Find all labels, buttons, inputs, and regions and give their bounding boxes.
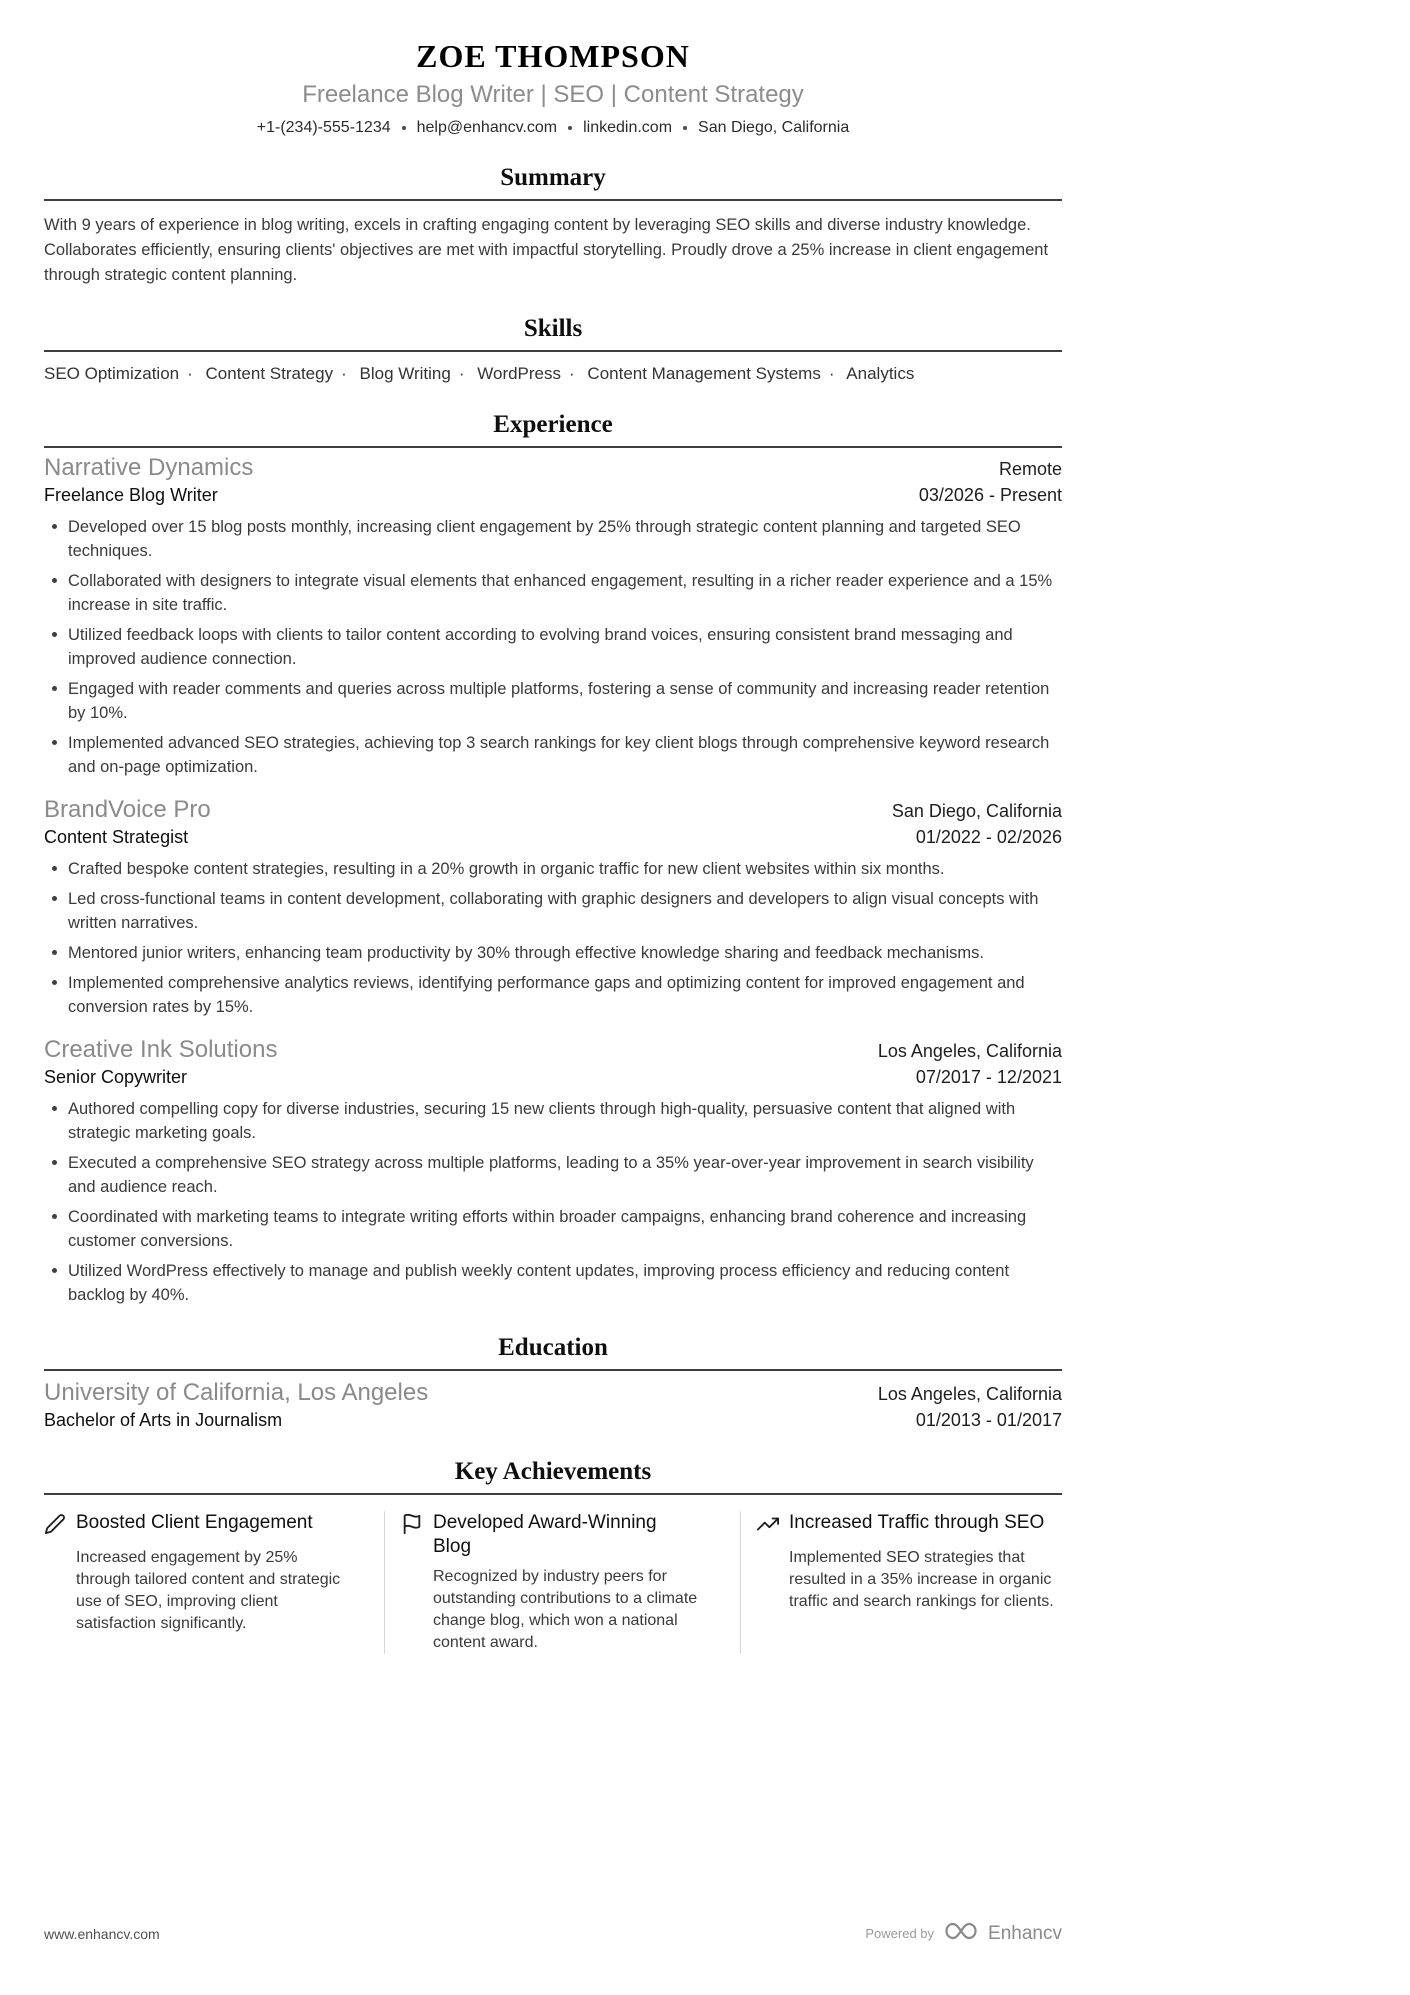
enhancv-brand-name: Enhancv: [988, 1922, 1062, 1944]
job-dates: 01/2022 - 02/2026: [915, 827, 1062, 847]
powered-by-group: [865, 1920, 1062, 1947]
separator-dot-icon: [683, 126, 687, 130]
experience-bullet: Engaged with reader comments and queries across multiple platforms, fostering a sense of community and increasing reader retention by 10%.: [44, 677, 1062, 725]
skill-item: Content Management Systems ·: [587, 364, 842, 383]
experience-title: Experience: [44, 411, 1062, 448]
summary-title: Summary: [44, 164, 1062, 201]
job-dates: 07/2017 - 12/2021: [915, 1067, 1062, 1087]
education-section: [44, 1334, 1062, 1431]
resume-content: [44, 0, 1062, 1654]
pen-icon: [44, 1513, 66, 1540]
company-name: Creative Ink Solutions: [44, 1036, 278, 1063]
experience-bullet: Utilized WordPress effectively to manage and publish weekly content updates, improving process efficiency and reducing content backlog by 40%.: [44, 1259, 1062, 1307]
achievement-item: [44, 1511, 384, 1654]
email-link[interactable]: help@enhancv.com: [416, 119, 558, 136]
experience-entry: [44, 796, 1062, 1019]
job-bullet-list: [44, 857, 1062, 1019]
skills-section: [44, 315, 1062, 384]
person-headline: Freelance Blog Writer | SEO | Content Strategy: [302, 81, 804, 108]
school-location: Los Angeles, California: [877, 1384, 1062, 1404]
enhancv-infinity-logo-icon: [943, 1920, 979, 1947]
skills-title: Skills: [44, 315, 1062, 352]
job-bullet-list: [44, 1097, 1062, 1307]
experience-bullet: Crafted bespoke content strategies, resulting in a 20% growth in organic traffic for new client websites within six months.: [44, 857, 1062, 881]
experience-bullet: Developed over 15 blog posts monthly, increasing client engagement by 25% through strategic content planning and targeted SEO techniques.: [44, 515, 1062, 563]
company-name: Narrative Dynamics: [44, 454, 254, 481]
school-name: University of California, Los Angeles: [44, 1379, 429, 1406]
experience-entry: [44, 1036, 1062, 1307]
skill-item: WordPress ·: [477, 364, 582, 383]
person-name: ZOE THOMPSON: [416, 38, 690, 74]
achievement-item: [740, 1511, 1096, 1654]
degree-name: Bachelor of Arts in Journalism: [44, 1410, 283, 1430]
job-location: Remote: [998, 459, 1062, 479]
separator-dot-icon: [568, 126, 572, 130]
company-name: BrandVoice Pro: [44, 796, 211, 823]
skills-list: [44, 364, 1062, 384]
job-title: Freelance Blog Writer: [44, 485, 218, 505]
achievement-item: [384, 1511, 740, 1654]
summary-section: [44, 164, 1062, 288]
experience-bullet: Authored compelling copy for diverse industries, securing 15 new clients through high-quality, persuasive content that aligned with strategic marketing goals.: [44, 1097, 1062, 1145]
powered-by-label: Powered by: [865, 1926, 935, 1941]
experience-bullet: Utilized feedback loops with clients to tailor content according to evolving brand voices, ensuring consistent brand messaging and improved audience connection.: [44, 623, 1062, 671]
experience-bullet: Collaborated with designers to integrate visual elements that enhanced engagement, resulting in a richer reader experience and a 15% increase in site traffic.: [44, 569, 1062, 617]
flag-icon: [401, 1513, 423, 1540]
website-link[interactable]: www.enhancv.com: [44, 1925, 160, 1942]
skill-item: Analytics: [846, 364, 915, 383]
trending-up-icon: [757, 1513, 779, 1540]
experience-entry: [44, 454, 1062, 779]
job-title: Content Strategist: [44, 827, 189, 847]
experience-bullet: Mentored junior writers, enhancing team productivity by 30% through effective knowledge sharing and feedback mechanisms.: [44, 941, 1062, 965]
achievement-title: Developed Award-Winning Blog: [433, 1512, 657, 1557]
phone-number: +1-(234)-555-1234: [256, 119, 391, 136]
contact-row: [44, 119, 1062, 137]
skill-item: SEO Optimization ·: [44, 364, 201, 383]
job-dates: 03/2026 - Present: [918, 485, 1062, 505]
resume-header: [44, 38, 1062, 137]
job-location: San Diego, California: [891, 801, 1062, 821]
experience-bullet: Executed a comprehensive SEO strategy across multiple platforms, leading to a 35% year-over-year improvement in search visibility and audience reach.: [44, 1151, 1062, 1199]
job-bullet-list: [44, 515, 1062, 779]
job-title: Senior Copywriter: [44, 1067, 188, 1087]
experience-bullet: Led cross-functional teams in content development, collaborating with graphic designers and developers to align visual concepts with written narratives.: [44, 887, 1062, 935]
experience-section: [44, 411, 1062, 1307]
achievement-text: Recognized by industry peers for outstanding contributions to a climate change blog, which won a national content award.: [433, 1568, 698, 1651]
achievement-text: Increased engagement by 25% through tailored content and strategic use of SEO, improving client satisfaction significantly.: [76, 1549, 341, 1632]
achievements-section: [44, 1458, 1062, 1654]
skill-item: Content Strategy ·: [206, 364, 355, 383]
education-entry: [44, 1379, 1062, 1431]
achievements-row: [44, 1511, 1062, 1654]
linkedin-link[interactable]: linkedin.com: [583, 119, 673, 136]
separator-dot-icon: [402, 126, 406, 130]
experience-bullet: Coordinated with marketing teams to integrate writing efforts within broader campaigns, enhancing brand coherence and increasing customer conversions.: [44, 1205, 1062, 1253]
job-location: Los Angeles, California: [877, 1041, 1062, 1061]
education-title: Education: [44, 1334, 1062, 1371]
experience-bullet: Implemented advanced SEO strategies, achieving top 3 search rankings for key client blogs through comprehensive keyword research and on-page optimization.: [44, 731, 1062, 779]
page-footer: [44, 1920, 1062, 1947]
achievements-title: Key Achievements: [44, 1458, 1062, 1495]
achievement-title: Increased Traffic through SEO: [789, 1512, 1045, 1533]
achievement-title: Boosted Client Engagement: [76, 1512, 313, 1533]
education-dates: 01/2013 - 01/2017: [915, 1410, 1062, 1430]
achievement-text: Implemented SEO strategies that resulted in a 35% increase in organic traffic and search rankings for clients.: [789, 1549, 1054, 1610]
skill-item: Blog Writing ·: [360, 364, 473, 383]
contact-location: San Diego, California: [698, 119, 850, 136]
experience-bullet: Implemented comprehensive analytics reviews, identifying performance gaps and optimizing content for improved engagement and conversion rates by 15%.: [44, 971, 1062, 1019]
summary-text: With 9 years of experience in blog writing, excels in crafting engaging content by leveraging SEO skills and diverse industry knowledge. Collaborates efficiently, ensuring clients' objectives are met with impactful storytelling. Proudly drove a 25% increase in client engagement through strategic content planning.: [44, 216, 1049, 284]
